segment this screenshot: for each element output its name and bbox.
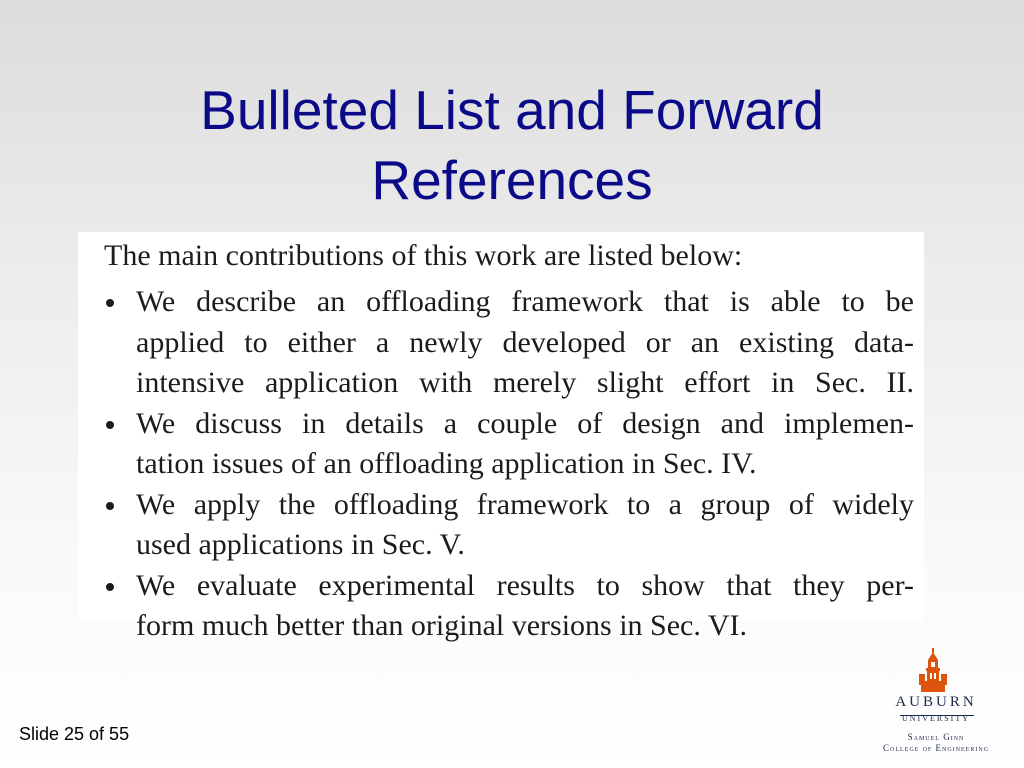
auburn-logo [866,648,1006,760]
paper-excerpt-image [78,232,924,642]
contributions-list [78,282,924,647]
slide-counter: Slide 25 of 55 [19,724,130,744]
bullet-icon [106,502,114,510]
logo-subtitle: UNIVERSITY [902,714,970,723]
logo-college-line-2: College of Engineering [883,743,989,753]
tower-icon [918,648,948,692]
slide-title-line-2: References [371,148,653,211]
list-item-line: used applications in Sec. V. [136,528,465,561]
bullet-icon [106,421,114,429]
bullet-icon [106,583,114,591]
list-item-line: We describe an offloading framework that is able to be [136,285,914,318]
bullet-icon [106,299,114,307]
list-item-line: We apply the offloading framework to a group of widely [136,487,914,521]
list-item-line: applied to either a newly developed or an existing data- [136,325,914,359]
list-item-line: form much better than original versions in Sec. VI. [136,609,747,642]
list-item-line: We evaluate experimental results to show that they per- [136,568,914,602]
slide-title [0,75,1024,215]
logo-college-line-1: Samuel Ginn [907,732,965,742]
list-item [78,282,924,404]
list-item [78,485,924,566]
list-item-line: We discuss in details a couple of design and implemen- [136,406,914,440]
list-item-line: intensive application with merely slight effort in Sec. II. [136,366,914,399]
list-item-line: tation issues of an offloading application in Sec. IV. [136,447,757,480]
list-item [78,566,924,647]
list-item [78,404,924,485]
excerpt-intro: The main contributions of this work are listed below: [104,239,743,272]
logo-wordmark: AUBURN [895,694,977,710]
slide-title-line-1: Bulleted List and Forward [200,78,824,141]
